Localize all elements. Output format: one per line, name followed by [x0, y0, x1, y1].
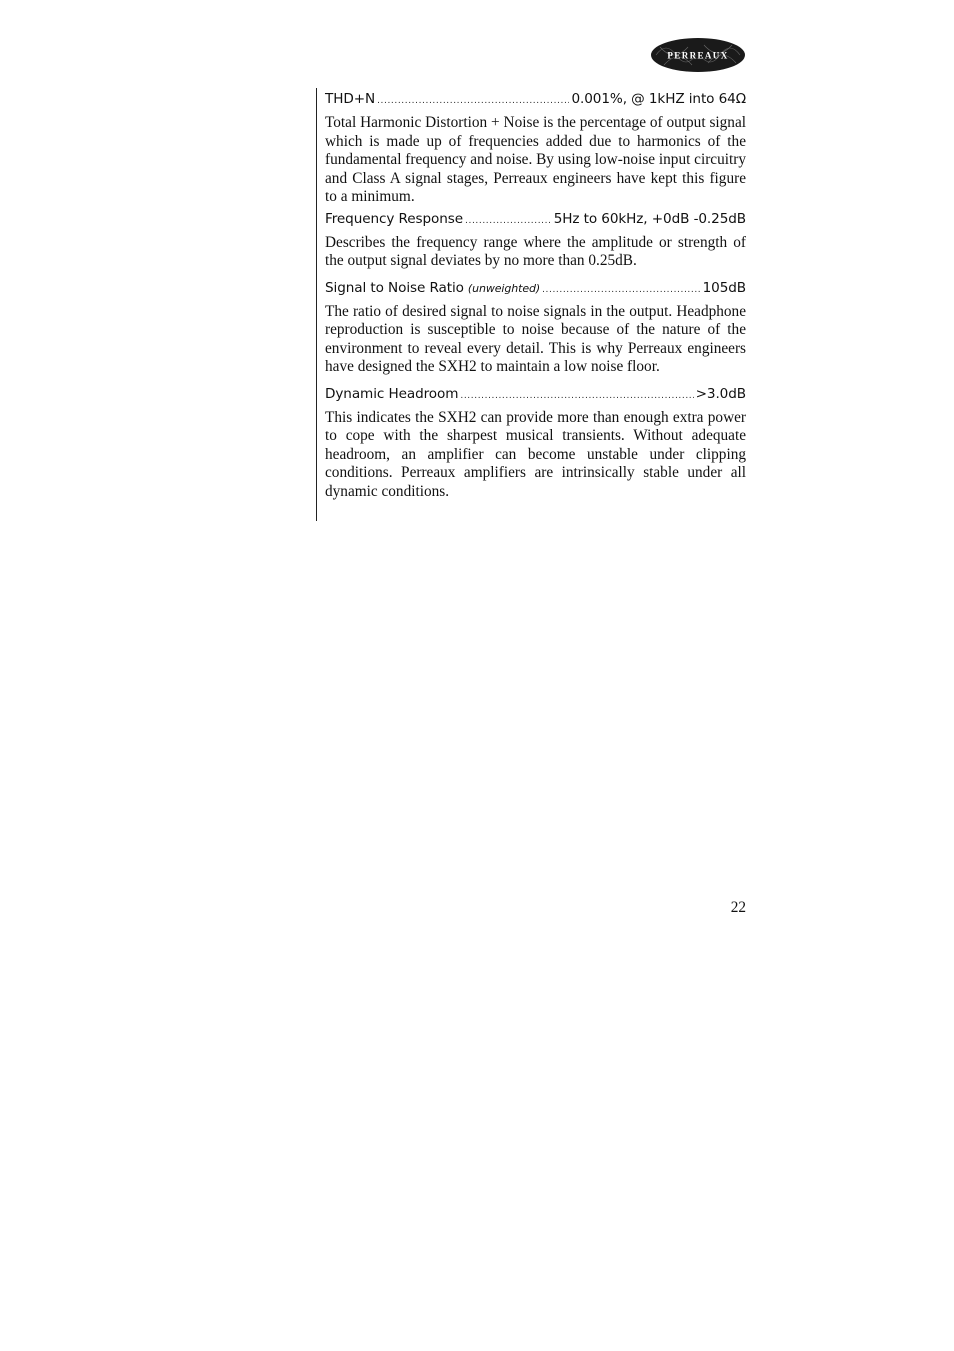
spec-description-dynamic-headroom: This indicates the SXH2 can provide more than enough extra power to cope with the sharpest musical transients. Without adequate headroom, an amplifier can become unstable under clipping conditions. Perreaux amplifiers are intrinsically stable under all dynamic conditions.	[325, 408, 746, 500]
page-number: 22	[730, 899, 746, 916]
spec-label: Frequency Response	[325, 210, 464, 227]
spec-label: Signal to Noise Ratio	[325, 279, 464, 296]
spec-description-thd-n: Total Harmonic Distortion + Noise is the percentage of output signal which is made up of frequencies added due to harmonics of the fundamental frequency and noise. By using low-noise input circuitry and Class A signal stages, Perreaux engineers have kept this figure to a minimum.	[325, 114, 746, 205]
spec-value: >3.0dB	[695, 385, 746, 402]
leader-dots	[542, 279, 701, 301]
spec-line-dynamic-headroom	[325, 383, 746, 407]
leader-dots	[460, 385, 693, 407]
spec-note: (unweighted)	[467, 281, 541, 295]
spec-line-signal-to-noise	[325, 277, 746, 301]
spec-value: 5Hz to 60kHz, +0dB -0.25dB	[553, 210, 746, 227]
spec-label: Dynamic Headroom	[325, 385, 459, 402]
svg-text:PERREAUX: PERREAUX	[667, 50, 729, 61]
spec-value: 105dB	[702, 279, 746, 296]
spec-line-frequency-response	[325, 208, 746, 232]
leader-dots	[465, 210, 552, 232]
spec-line-thd-n	[325, 88, 746, 112]
spec-description-frequency-response: Describes the frequency range where the amplitude or strength of the output signal deviates by no more than 0.25dB.	[325, 233, 746, 269]
spec-description-signal-to-noise: The ratio of desired signal to noise signals in the output. Headphone reproduction is susceptible to noise because of the nature of the environment to reveal every detail. This is why Perreaux engineers have designed the SXH2 to maintain a low noise floor.	[325, 302, 746, 375]
perreaux-logo	[650, 37, 746, 73]
leader-dots	[377, 90, 569, 112]
specifications-section	[316, 88, 746, 521]
spec-label: THD+N	[325, 91, 376, 107]
spec-value: 0.001%, @ 1kHZ into 64Ω	[571, 91, 746, 107]
